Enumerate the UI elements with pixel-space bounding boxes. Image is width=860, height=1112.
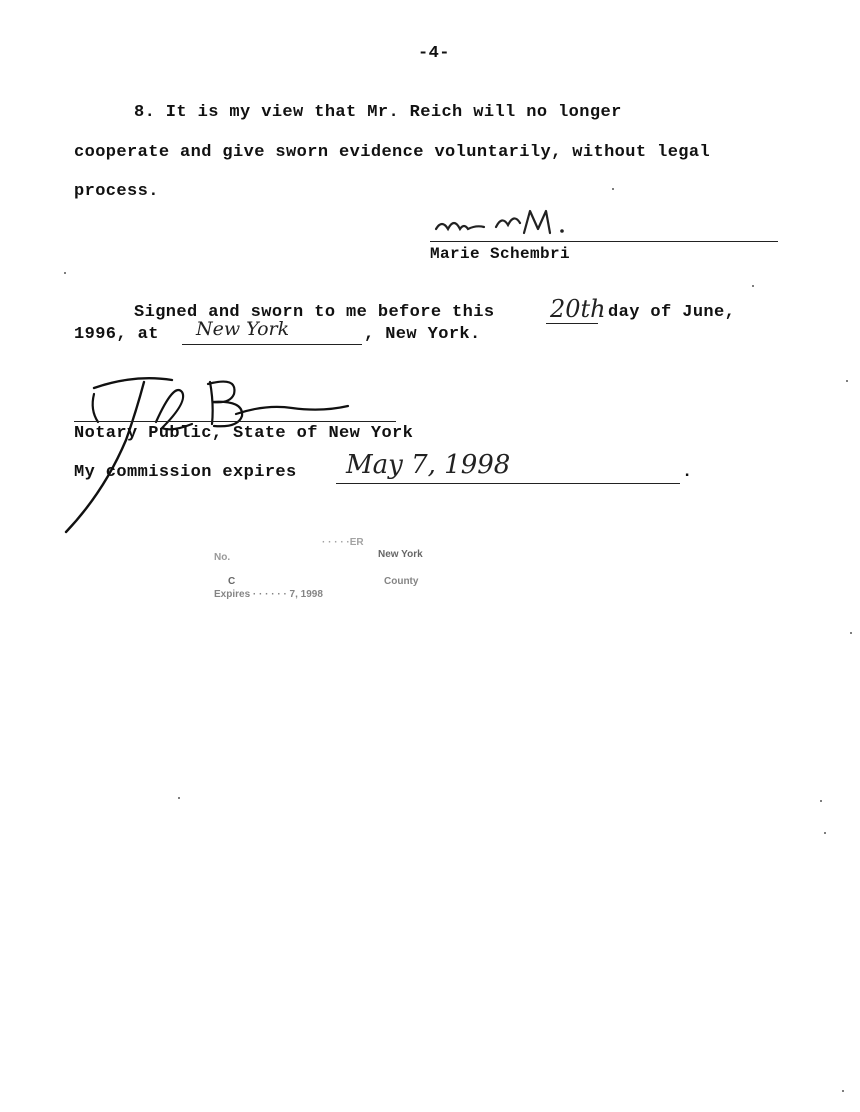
stamp-line-3-left: C — [228, 576, 236, 587]
scan-speck — [178, 797, 180, 799]
stamp-line-2-right: New York — [378, 549, 423, 560]
commission-end: . — [682, 463, 693, 482]
jurat-line-1-end: day of June, — [608, 303, 736, 322]
commission-date-line — [336, 483, 680, 484]
affiant-name: Marie Schembri — [430, 245, 571, 263]
jurat-line-1-start: Signed and sworn to me before this — [134, 303, 495, 322]
scan-speck — [846, 380, 848, 382]
scan-speck — [64, 272, 66, 274]
jurat-line-2-end: , New York. — [364, 325, 481, 344]
affiant-signature — [430, 205, 610, 245]
commission-label: My commission expires — [74, 463, 297, 482]
notary-title: Notary Public, State of New York — [74, 424, 414, 443]
stamp-line-2-left: No. — [214, 552, 231, 563]
scan-speck — [824, 832, 826, 834]
jurat-place-handwritten: New York — [196, 318, 290, 340]
paragraph-8-line-3: process. — [74, 182, 159, 201]
scan-speck — [842, 1090, 844, 1092]
affiant-signature-line — [430, 241, 778, 242]
paragraph-8-line-2: cooperate and give sworn evidence voluntarily, without legal — [74, 143, 711, 162]
scan-speck — [820, 800, 822, 802]
scan-speck — [752, 285, 754, 287]
notary-signature — [60, 362, 360, 532]
notary-signature-line — [74, 421, 396, 422]
stamp-line-3-right: County — [384, 576, 419, 587]
jurat-place-line — [182, 344, 362, 345]
jurat-day-line — [546, 323, 598, 324]
page-number: -4- — [418, 44, 450, 63]
commission-date-handwritten: May 7, 1998 — [346, 450, 511, 480]
jurat-line-2-start: 1996, at — [74, 325, 159, 344]
stamp-line-4: Expires · · · · · · 7, 1998 — [214, 589, 323, 600]
paragraph-8-line-1: 8. It is my view that Mr. Reich will no longer — [134, 103, 622, 122]
jurat-day-handwritten: 20th — [550, 295, 606, 323]
scan-speck — [612, 188, 614, 190]
stamp-line-1: · · · · ·ER — [322, 537, 364, 548]
scan-speck — [850, 632, 852, 634]
